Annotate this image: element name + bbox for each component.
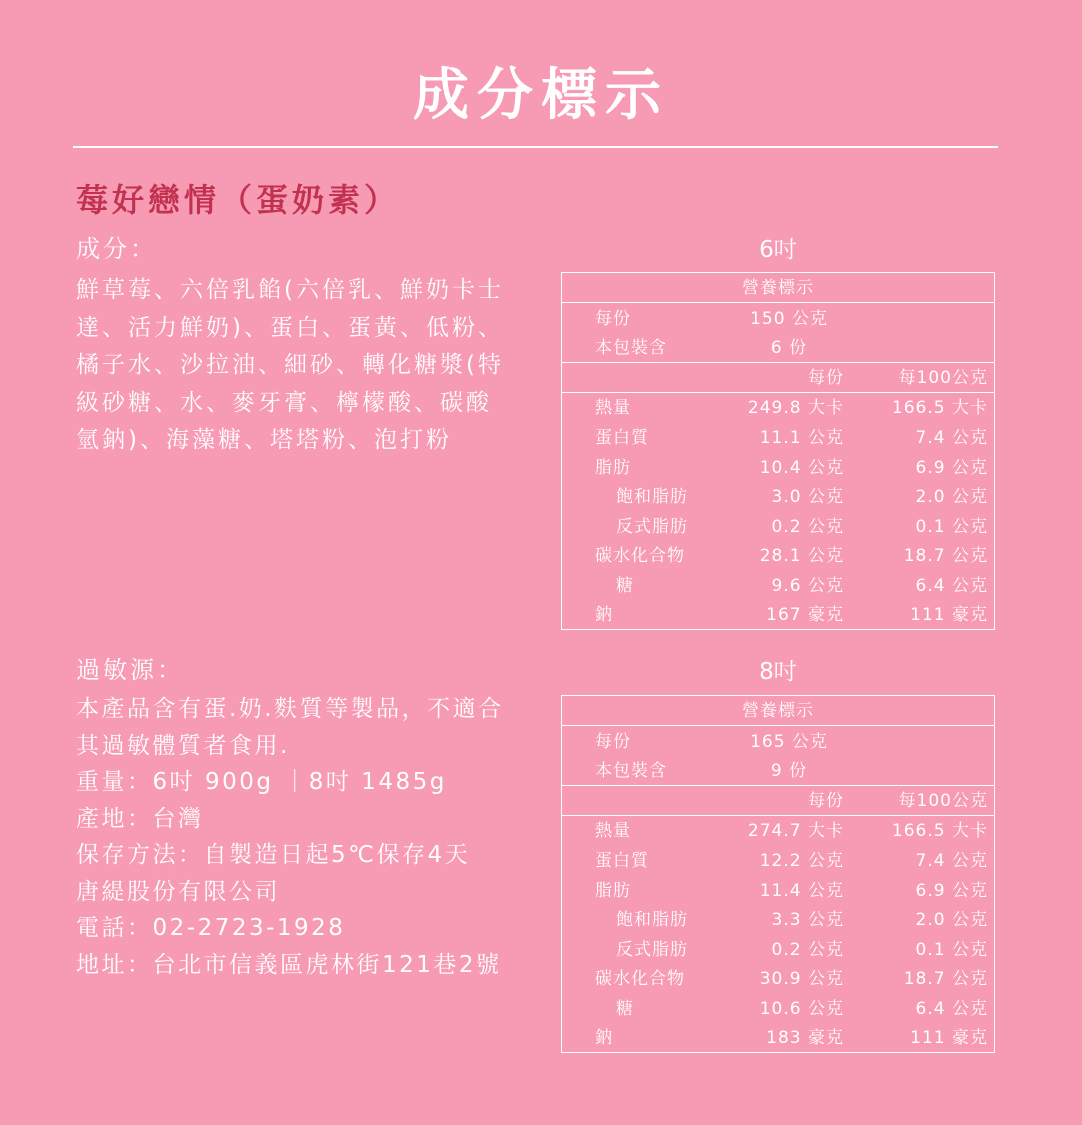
allergen-line: 其過敏體質者食用.	[76, 732, 290, 759]
nutrient-per-serving: 167 豪克	[766, 605, 844, 625]
product-name: 莓好戀情（蛋奶素）	[76, 181, 401, 219]
nutrient-per-100g: 6.9 公克	[915, 458, 988, 478]
nutrient-label: 鈉	[595, 605, 613, 625]
ingredients-text	[76, 272, 526, 460]
nutrient-per-serving: 274.7 大卡	[747, 821, 844, 841]
pack-value: 6 份	[770, 338, 808, 358]
ingredients-label: 成分：	[76, 235, 157, 263]
nutrition-table-6inch	[561, 272, 995, 630]
nutrient-per-serving: 249.8 大卡	[747, 398, 844, 418]
nutrient-per-serving: 9.6 公克	[771, 576, 844, 596]
table-divider	[562, 785, 994, 786]
company-line: 唐緹股份有限公司	[76, 878, 280, 905]
serving-label: 每份	[595, 732, 631, 752]
table-divider	[562, 302, 994, 303]
pack-label: 本包裝含	[595, 761, 667, 781]
serving-value: 165 公克	[750, 732, 828, 752]
pack-label: 本包裝含	[595, 338, 667, 358]
col-per-serving: 每份	[808, 368, 844, 388]
nutrient-per-serving: 10.6 公克	[759, 999, 844, 1019]
phone-line: 電話：02-2723-1928	[76, 915, 346, 941]
title-divider	[73, 146, 998, 148]
size-label-6inch: 6吋	[759, 237, 797, 263]
nutrient-per-100g: 7.4 公克	[915, 428, 988, 448]
size-label-8inch: 8吋	[759, 659, 797, 685]
nutrient-label: 脂肪	[595, 881, 631, 901]
nutrition-header: 營養標示	[742, 278, 814, 298]
nutrient-label: 蛋白質	[595, 428, 649, 448]
ingredients-line: 橘子水、沙拉油、細砂、轉化糖漿(特	[76, 352, 504, 378]
nutrient-per-100g: 2.0 公克	[915, 487, 988, 507]
nutrient-per-100g: 0.1 公克	[915, 517, 988, 537]
serving-label: 每份	[595, 309, 631, 329]
nutrient-label: 脂肪	[595, 458, 631, 478]
nutrient-per-serving: 3.3 公克	[771, 910, 844, 930]
nutrient-label: 熱量	[595, 821, 631, 841]
table-divider	[562, 362, 994, 363]
col-per-100g: 每100公克	[898, 791, 988, 811]
ingredients-line: 鮮草莓、六倍乳餡(六倍乳、鮮奶卡士	[76, 277, 504, 303]
nutrient-per-serving: 30.9 公克	[759, 969, 844, 989]
nutrient-per-100g: 111 豪克	[910, 605, 988, 625]
page-title: 成分標示	[413, 63, 669, 128]
nutrient-per-100g: 2.0 公克	[915, 910, 988, 930]
allergen-line: 本產品含有蛋.奶.麩質等製品，不適合	[76, 696, 504, 722]
nutrient-per-100g: 18.7 公克	[903, 969, 988, 989]
ingredients-line: 級砂糖、水、麥牙膏、檸檬酸、碳酸	[76, 389, 492, 416]
nutrient-per-serving: 11.1 公克	[759, 428, 844, 448]
ingredients-line: 達、活力鮮奶)、蛋白、蛋黃、低粉、	[76, 314, 504, 341]
nutrient-per-100g: 6.4 公克	[915, 576, 988, 596]
nutrient-per-serving: 12.2 公克	[759, 851, 844, 871]
nutrition-table-8inch	[561, 695, 995, 1053]
nutrient-per-serving: 3.0 公克	[771, 487, 844, 507]
ingredients-line: 氫鈉)、海藻糖、塔塔粉、泡打粉	[76, 427, 452, 453]
allergen-label: 過敏源：	[76, 656, 184, 684]
nutrient-label: 碳水化合物	[595, 546, 685, 566]
nutrient-per-100g: 7.4 公克	[915, 851, 988, 871]
nutrient-label: 反式脂肪	[616, 940, 688, 960]
nutrient-label: 鈉	[595, 1028, 613, 1048]
nutrient-per-serving: 0.2 公克	[771, 517, 844, 537]
nutrient-label: 碳水化合物	[595, 969, 685, 989]
nutrient-label: 蛋白質	[595, 851, 649, 871]
address-line: 地址：台北市信義區虎林街121巷2號	[76, 951, 502, 978]
col-per-100g: 每100公克	[898, 368, 988, 388]
nutrient-label: 糖	[616, 576, 634, 596]
pack-value: 9 份	[770, 761, 808, 781]
allergen-info	[76, 691, 546, 983]
nutrient-label: 糖	[616, 999, 634, 1019]
nutrient-per-serving: 28.1 公克	[759, 546, 844, 566]
nutrient-label: 反式脂肪	[616, 517, 688, 537]
serving-value: 150 公克	[750, 309, 828, 329]
nutrient-per-100g: 111 豪克	[910, 1028, 988, 1048]
nutrition-header: 營養標示	[742, 701, 814, 721]
table-divider	[562, 392, 994, 393]
col-per-serving: 每份	[808, 791, 844, 811]
nutrient-per-100g: 166.5 大卡	[891, 398, 988, 418]
nutrient-per-serving: 11.4 公克	[759, 881, 844, 901]
nutrient-per-100g: 166.5 大卡	[891, 821, 988, 841]
table-divider	[562, 815, 994, 816]
nutrient-per-serving: 183 豪克	[766, 1028, 844, 1048]
nutrient-per-100g: 0.1 公克	[915, 940, 988, 960]
nutrient-per-100g: 6.4 公克	[915, 999, 988, 1019]
nutrient-per-100g: 6.9 公克	[915, 881, 988, 901]
nutrient-label: 飽和脂肪	[616, 487, 688, 507]
table-divider	[562, 725, 994, 726]
origin-line: 產地：台灣	[76, 805, 204, 832]
nutrient-per-serving: 10.4 公克	[759, 458, 844, 478]
nutrient-label: 熱量	[595, 398, 631, 418]
nutrient-per-serving: 0.2 公克	[771, 940, 844, 960]
nutrient-per-100g: 18.7 公克	[903, 546, 988, 566]
weight-line: 重量：6吋 900g ｜8吋 1485g	[76, 769, 447, 795]
storage-line: 保存方法：自製造日起5℃保存4天	[76, 842, 471, 868]
nutrient-label: 飽和脂肪	[616, 910, 688, 930]
